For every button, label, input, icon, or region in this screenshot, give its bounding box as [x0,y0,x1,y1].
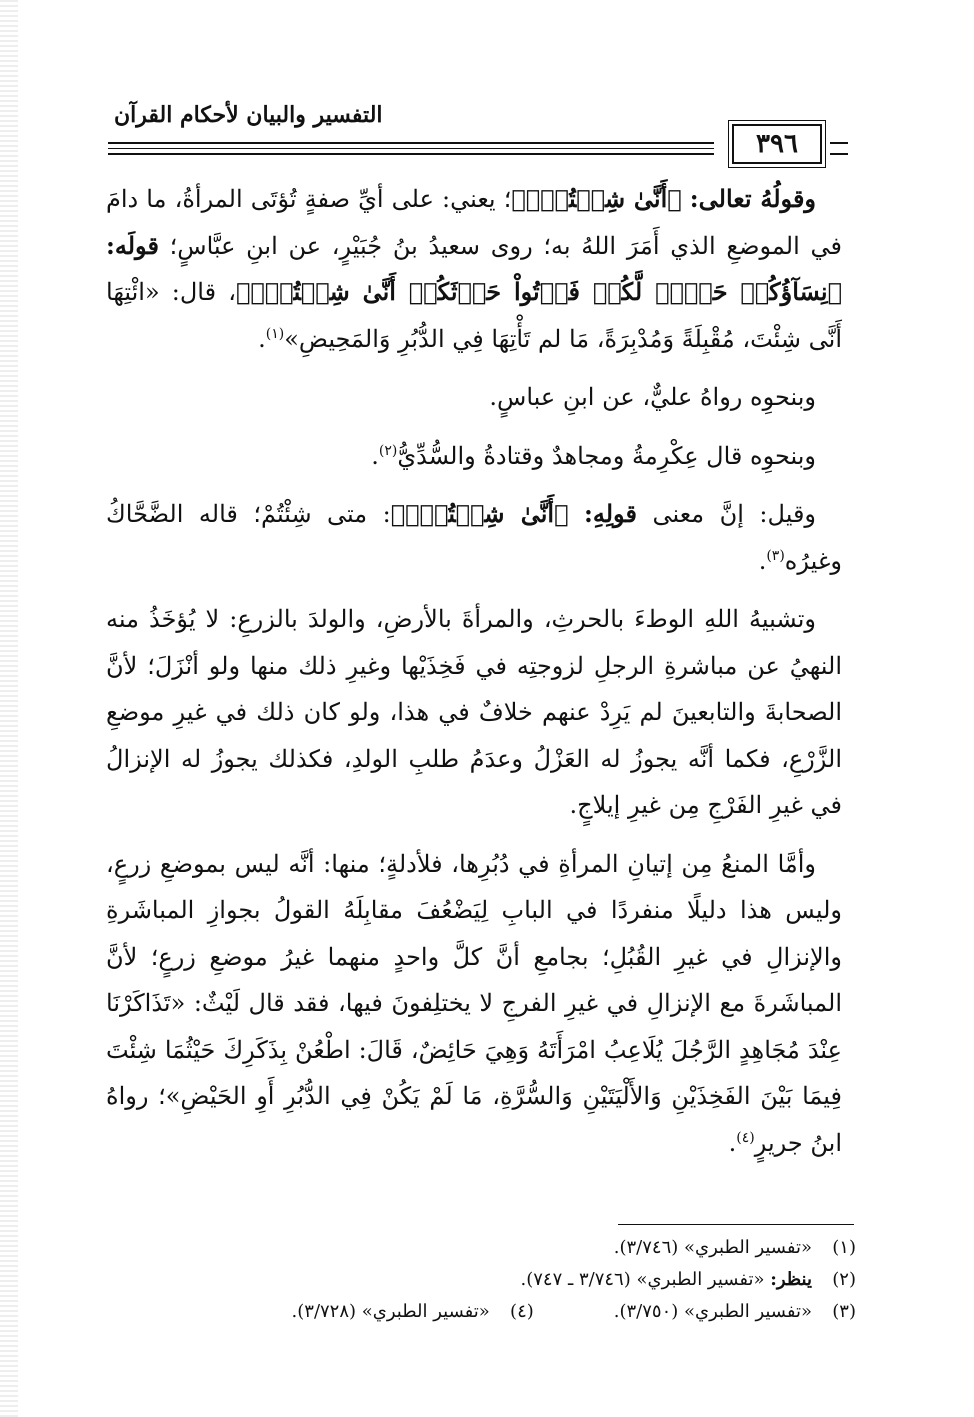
main-text [106,176,842,1166]
lead-phrase: وقولُهُ تعالى: [689,184,817,213]
footnote-number: (١) [832,1237,856,1258]
footnote-number: (٢) [832,1269,856,1290]
period: . [728,1128,737,1157]
paragraph: وبنحوِه رواهُ عليٌّ، عن ابنِ عباسٍ. [489,383,816,411]
paragraph [106,433,842,480]
header-rule [108,142,714,144]
quran-verse: ﴿أَنَّىٰ شِئۡتُمۡۖ﴾ [390,499,569,528]
footnote-text: «تفسير الطبري» (٣/٧٢٨). [291,1301,490,1322]
header-rule [108,148,714,149]
page-header [86,96,848,166]
footnote [120,1296,856,1328]
paragraph-text: ؛ يعني: على أيِّ صفةٍ تُؤتَى المرأةُ، ما دامَ في الموضعِ الذي أَمَرَ اللهُ به؛ روى سعيدُ بنُ جُبَيْرٍ، عن ابنِ عبَّاسٍ؛ [106,185,842,260]
paragraph [106,841,842,1167]
footnote [120,1264,856,1296]
footnote-prefix: ينظر: [770,1269,812,1290]
footnote-text: «تفسير الطبري» (٣/٧٤٦ ـ ٧٤٧). [520,1269,765,1290]
quran-verse: ﴿نِسَآؤُكُمۡ حَرۡثٞ لَّكُمۡ فَأۡتُواْ حَرۡثَكُمۡ أَنَّىٰ شِئۡتُمۡۖ﴾ [235,277,842,306]
footnote [120,1232,856,1264]
header-rule [108,153,714,155]
paragraph-text: : متى شِئْتُمْ؛ قاله الضَّحَّاكُ وغيرُه [106,500,842,575]
footnote-separator [618,1224,854,1225]
header-rule [830,153,848,155]
footnote-number: (٣) [832,1301,856,1322]
footnote-text: «تفسير الطبري» (٣/٧٤٦). [613,1237,812,1258]
footnotes [120,1232,856,1328]
paragraph-text: ، قال: «ائْتِهَا أَنَّى شِئْتَ، مُقْبِلَةً وَمُدْبِرَةً، مَا لم تَأْتِهَا فِي الدُّبُرِ وَالمَحِيضِ» [106,278,842,353]
period: . [758,546,767,575]
footnote-number: (٤) [510,1301,534,1322]
running-title: التفسير والبيان لأحكام القرآن [114,102,383,128]
quran-verse: ﴿أَنَّىٰ شِئۡتُمۡۖ﴾ [511,184,682,213]
paragraph [106,176,842,362]
paragraph-text: وأمَّا المنعُ مِن إتيانِ المرأةِ في دُبُرِها، فلأدلةٍ؛ منها: أنَّه ليس بموضعِ زرعٍ، وليس هذا دليلًا منفردًا في البابِ لِيَضْعُفَ مقابِلَهُ القولُ بجوازِ المباشَرةِ والإنزالِ في غيرِ القُبُلِ؛ بجامعِ أنَّ كلَّ واحدٍ منهما غيرُ موضعِ زرعٍ؛ لأنَّ المباشَرةَ مع الإنزالِ في غيرِ الفرجِ لا يختلِفونَ فيها، فقد قال لَيْثٌ: «تَذَاكَرْنَا عِنْدَ مُجَاهِدٍ الرَّجُلَ يُلَاعِبُ امْرَأَتَهُ وَهِيَ حَائِضٌ، قَالَ: اطْعُنْ بِذَكَرِكَ حَيْثُمَا شِئْتَ فِيمَا بَيْنَ الفَخِذَيْنِ وَالأَلْيَتَيْنِ وَالسُّرَّةِ، مَا لَمْ يَكُنْ فِي الدُّبُرِ أَوِ الحَيْضِ»؛ رواهُ ابنُ جريرٍ [106,849,842,1157]
page-number: ٣٩٦ [732,124,822,164]
footnote-ref: (٣) [766,547,785,564]
period: . [371,441,379,470]
paragraph-text: وبنحوِه قال عِكْرِمةُ ومجاهدٌ وقتادةُ والسُّدِّيُّ [397,441,816,470]
footnote-text: «تفسير الطبري» (٣/٧٥٠). [613,1301,812,1322]
paragraph-text: وقيل: إنَّ معنى [652,500,816,528]
header-rule [830,142,848,144]
paragraph: وتشبيهُ اللهِ الوطءَ بالحرثِ، والمرأةَ بالأرضِ، والولدَ بالزرعِ: لا يُؤخَذُ منه النهيُ عن مباشرةِ الرجلِ لزوجتِه في فَخِذَيْها وغيرِ ذلك منها ولو أنْزَلَ؛ لأنَّ الصحابةَ والتابعينَ لم يَرِدْ عنهم خلافٌ في هذا، ولو كان ذلك في غيرِ موضعِ الزَّرْعِ، فكما أنَّه يجوزُ له العَزْلُ وعدَمُ طلبِ الولدِ، فكذلك يجوزُ له الإنزالُ في غيرِ الفَرْجِ مِن غيرِ إيلاجٍ. [106,605,842,819]
period: . [258,324,266,353]
footnote-ref: (٤) [736,1129,755,1146]
paragraph [106,491,842,584]
footnote-ref: (٢) [378,442,398,459]
footnote-ref: (١) [265,325,285,342]
lead-phrase: قولَه: [106,230,159,260]
scan-edge-artifact [0,0,18,1417]
lead-phrase: قولِهِ: [584,499,637,528]
